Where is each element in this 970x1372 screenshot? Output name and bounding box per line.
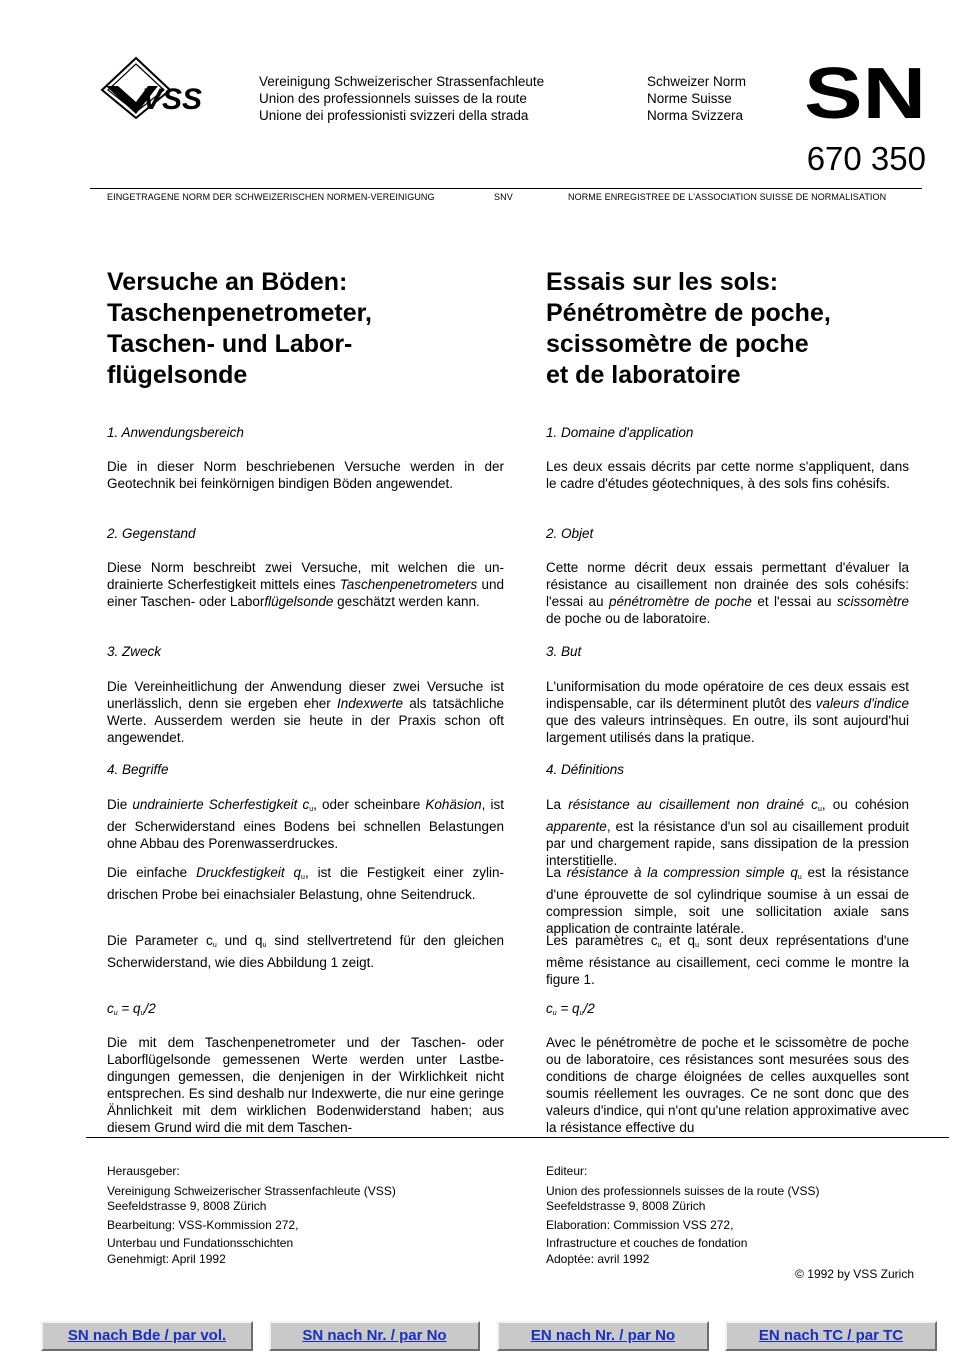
fr-section-4-heading: 4. Définitions	[546, 762, 625, 777]
norm-label-fr: Norme Suisse	[647, 91, 732, 106]
norm-type-labels	[647, 73, 746, 124]
sn-logo	[804, 60, 926, 124]
org-name-it: Unione dei professionisti svizzeri della strada	[259, 108, 529, 123]
en-by-tc-button[interactable]: EN nach TC / par TC	[725, 1321, 937, 1351]
fr-section-3-text: L'uniformisation du mode opératoire de ces deux essais est indispensable, car ils déterminent plutôt des valeurs d'indice que des valeurs intrinsèques. En outre, ils sont aujourd'hui largement utilisés dans la pratique.	[546, 679, 909, 745]
de-section-1-heading: 1. Anwendungsbereich	[107, 425, 244, 440]
de-definition-cu: Die undrainierte Scherfestigkeit $c_u$, oder scheinbare Kohäsion, ist der Scherwiderstand eines Bodens bei schnellen Belastungen ohne Abbau des Porenwasserdruckes.	[107, 797, 504, 851]
footer-rule	[86, 1137, 949, 1138]
norm-label-it: Norma Svizzera	[647, 108, 744, 123]
de-section-3-text: Die Vereinheitlichung der Anwendung dieser zwei Versuche ist unerlässlich, denn sie ergeben eher Indexwerte als tatsächliche Werte. Ausserdem werden sie heute in der Praxis schon oft angewendet.	[107, 679, 504, 745]
sn-by-volume-button[interactable]: SN nach Bde / par vol.	[41, 1321, 253, 1351]
de-section-4-heading: 4. Begriffe	[107, 762, 169, 777]
fr-section-3-heading: 3. But	[546, 644, 582, 659]
norm-number: 670 350	[806, 140, 926, 177]
en-by-number-button[interactable]: EN nach Nr. / par No	[497, 1321, 709, 1351]
fr-section-1-heading: 1. Domaine d'application	[546, 425, 694, 440]
title-de: Versuche an Böden: Taschenpenetrometer, Taschen- und Labor- flügelsonde	[107, 268, 372, 389]
svg-text:SN: SN	[804, 60, 926, 124]
org-name-fr: Union des professionnels suisses de la route	[259, 91, 527, 106]
fr-section-1-text: Les deux essais décrits par cette norme s'appliquent, dans le cadre d'études géotechniques, à des sols fins cohésifs.	[546, 459, 909, 491]
norm-label-de: Schweizer Norm	[647, 74, 747, 89]
fr-measurement-text: Avec le pénétromètre de poche et le scissomètre de poche ou de laboratoire, ces résistances sont mesurées sous des conditions de charge éloignées de celles auxquelles sont soumis réellement les ouvrages. Ce ne sont donc que des valeurs d'indice, qui n'ont qu'une relation approximative avec la résistance effective du	[546, 1035, 909, 1135]
fr-section-2-heading: 2. Objet	[546, 526, 594, 541]
de-publisher-info: Herausgeber: Vereinigung Schweizerischer Strassenfachleute (VSS) Seefeldstrasse 9, 8008 Zürich Bearbeitung: VSS-Kommission 272, Unterbau und Fundationsschichten Genehmigt: April 1992	[107, 1164, 396, 1266]
de-parameters-text: Die Parameter $c_u$ und $q_u$ sind stellvertretend für den gleichen Scherwiderstand, wie dies Abbildung 1 zeigt.	[107, 933, 504, 970]
copyright: © 1992 by VSS Zurich	[795, 1267, 914, 1281]
organization-names	[259, 73, 544, 124]
de-formula: $c_u = q_u/2$	[107, 1001, 156, 1017]
fr-formula: $c_u = q_u/2$	[546, 1001, 595, 1017]
org-name-de: Vereinigung Schweizerischer Strassenfachleute	[259, 74, 545, 89]
sn-by-number-button[interactable]: SN nach Nr. / par No	[269, 1321, 480, 1351]
de-section-1-text: Die in dieser Norm beschriebenen Versuche werden in der Geotechnik bei feinkörnigen bindigen Böden angewendet.	[107, 459, 504, 491]
de-section-3-heading: 3. Zweck	[107, 644, 162, 659]
fr-publisher-info: Editeur: Union des professionnels suisses de la route (VSS) Seefeldstrasse 9, 8008 Zürich Elaboration: Commission VSS 272, Infrastructure et couches de fondation Adoptée: avril 1992	[546, 1164, 820, 1266]
title-fr: Essais sur les sols: Pénétromètre de poche, scissomètre de poche et de laboratoire	[546, 268, 831, 389]
registered-fr: NORME ENREGISTREE DE L'ASSOCIATION SUISSE DE NORMALISATION	[568, 192, 887, 202]
registered-de: EINGETRAGENE NORM DER SCHWEIZERISCHEN NORMEN-VEREINIGUNG	[107, 192, 435, 202]
fr-section-2-text: Cette norme décrit deux essais permettant d'évaluer la résistance au cisaillement non drainée des sols cohésifs: l'essai au pénétromètre de poche et l'essai au scissomètre de poche ou de laboratoire.	[546, 560, 909, 626]
snv-label: SNV	[494, 192, 513, 202]
de-section-2-heading: 2. Gegenstand	[107, 526, 196, 541]
fr-parameters-text: Les paramètres $c_u$ et $q_u$ sont deux représentations d'une même résistance au cisaillement, ceci comme le montre la figure 1.	[546, 933, 909, 987]
vss-logo	[100, 56, 245, 120]
fr-definition-qu: La résistance à la compression simple $q_u$ est la résistance d'une éprouvette de sol cylindrique soumise à un essai de compression simple, soit une sollicitation axiale sans application de contrainte latérale.	[546, 865, 909, 936]
de-measurement-text: Die mit dem Taschenpenetrometer und der Taschen- oder Laborflügelsonde gemessenen Werte werden unter Lastbedingungen gemessen, die denjenigen in der Wirklichkeit nicht entsprechen. Es sind deshalb nur Indexwerte, die nur eine geringe Ähnlichkeit mit dem wirklichen Bodenwiderstand haben; aus diesem Grund wird die mit dem Taschen-	[107, 1035, 505, 1135]
de-definition-qu: Die einfache Druckfestigkeit $q_u$, ist die Festigkeit einer zylindrischen Probe bei einachsialer Belastung, ohne Seitendruck.	[107, 865, 504, 902]
svg-text:VSS: VSS	[142, 83, 203, 116]
header-rule	[90, 188, 922, 189]
fr-definition-cu: La résistance au cisaillement non drainé $c_u$, ou cohésion apparente, est la résistance d'un sol au cisaillement produit par und chargement rapide, sans dissipation de la pression interstitielle.	[546, 797, 909, 868]
de-section-2-text: Diese Norm beschreibt zwei Versuche, mit welchen die undrainierte Scherfestigkeit mittels eines Taschenpenetrometers und einer Taschen- oder Laborflügelsonde geschätzt werden kann.	[107, 560, 504, 609]
